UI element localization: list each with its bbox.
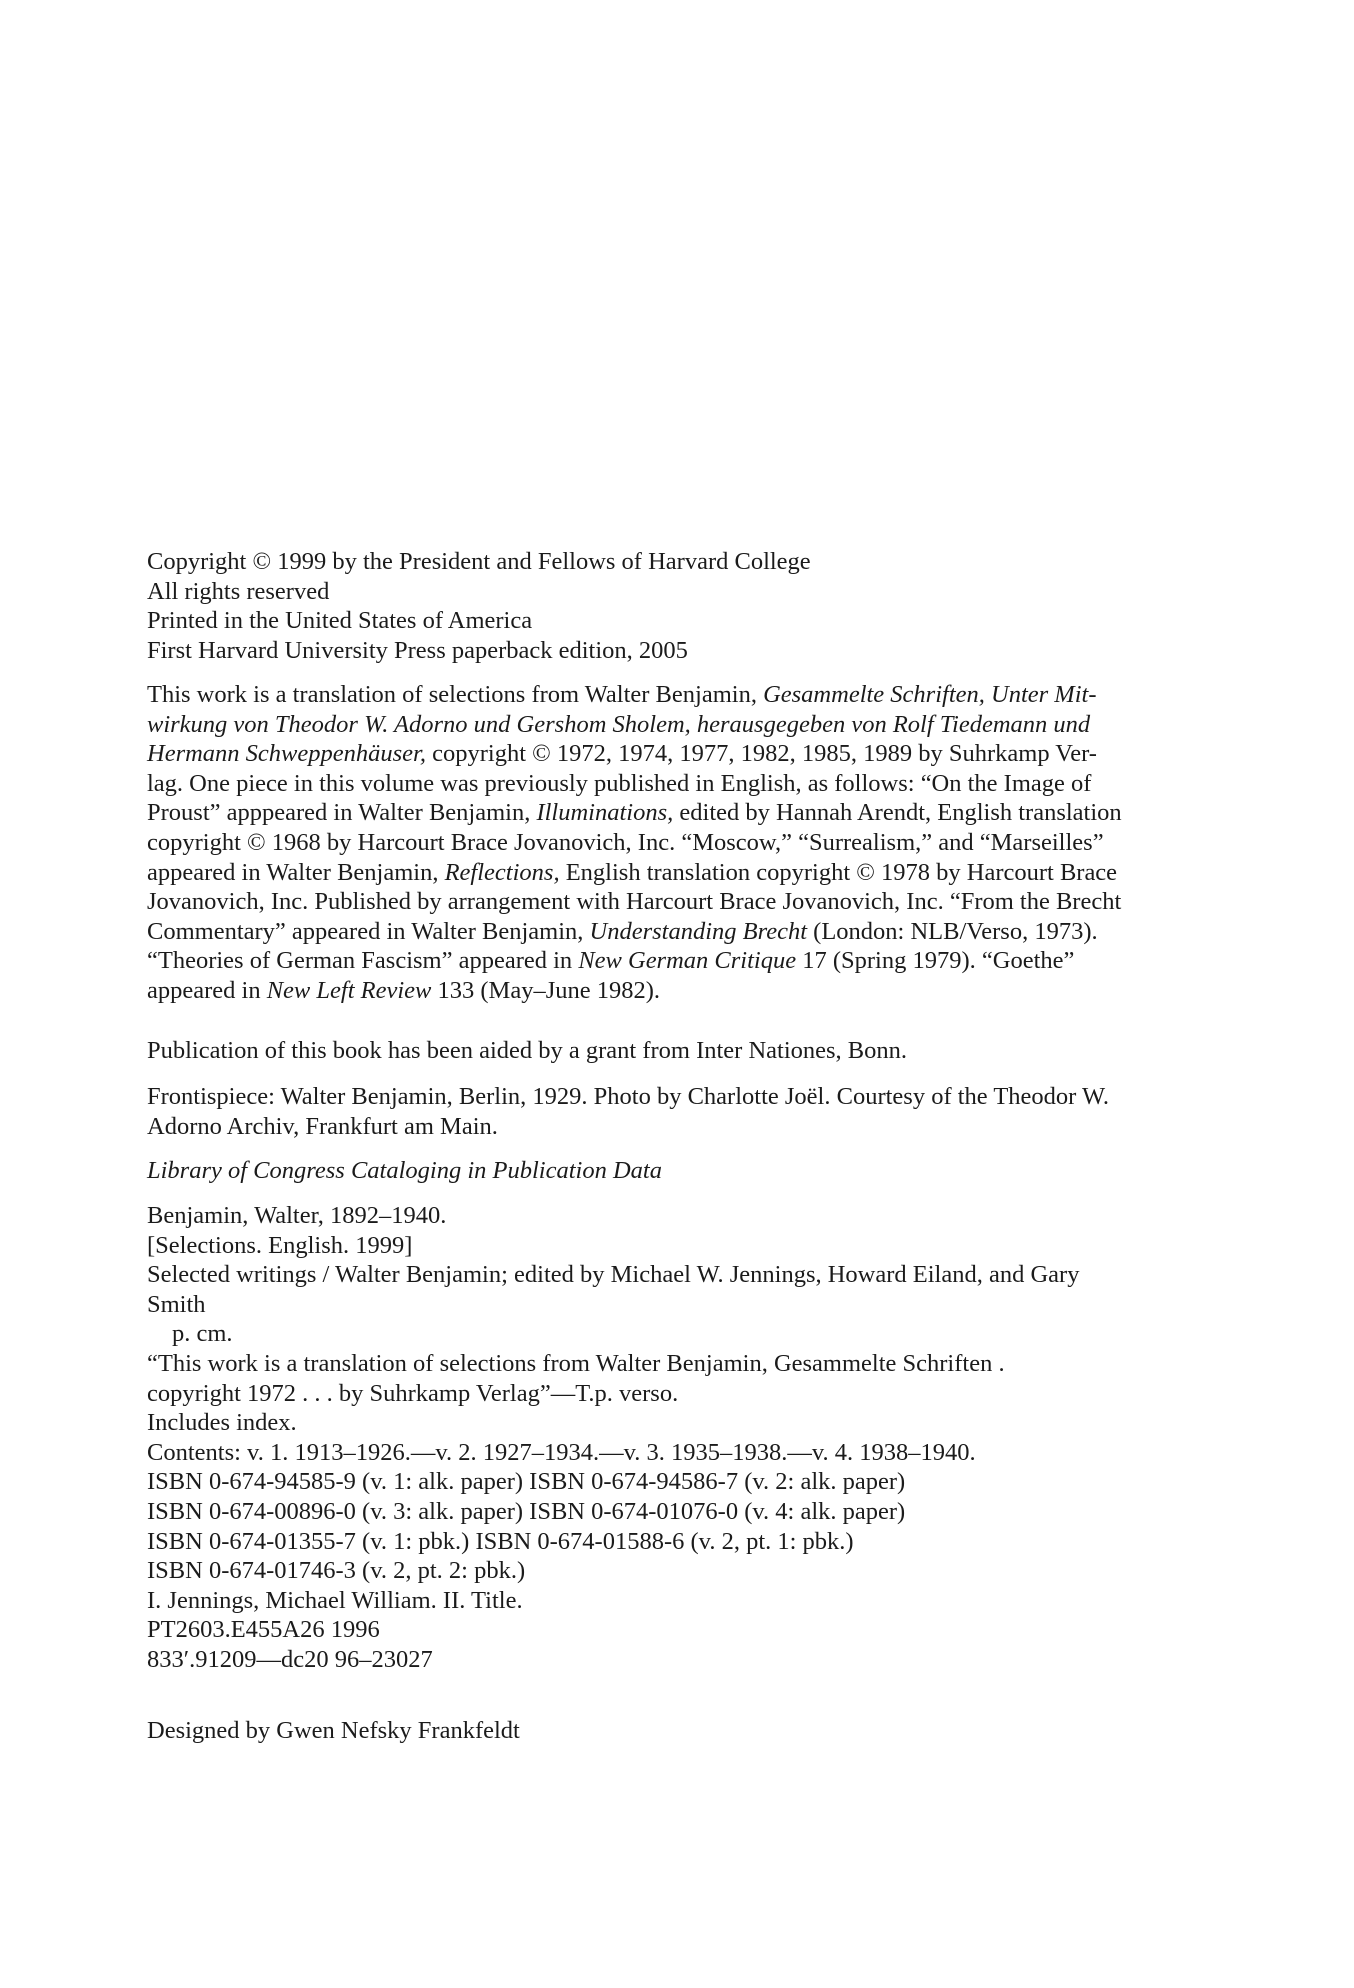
frontispiece-line-1: Frontispiece: Walter Benjamin, Berlin, 1929. Photo by Charlotte Joël. Courtesy of the Theodor W. <box>147 1083 1110 1110</box>
book-title: Understanding Brecht <box>589 917 808 945</box>
cip-line: ISBN 0-674-94585-9 (v. 1: alk. paper) ISBN 0-674-94586-7 (v. 2: alk. paper) <box>147 1468 906 1496</box>
cip-line: [Selections. English. 1999] <box>147 1231 413 1259</box>
translation-text: 17 (Spring 1979). “Goethe” <box>796 947 1075 975</box>
translation-text: English translation copyright © 1978 by Harcourt Brace <box>559 858 1118 886</box>
cip-line: “This work is a translation of selections from Walter Benjamin, Gesammelte Schriften . <box>147 1349 1005 1377</box>
translation-line-5 <box>147 798 1163 828</box>
frontispiece-note <box>147 1082 1167 1141</box>
translation-text: (London: NLB/Verso, 1973). <box>807 917 1098 945</box>
translation-line-4: lag. One piece in this volume was previously published in English, as follows: “On the Image of <box>147 769 1092 797</box>
cip-heading <box>147 1156 1167 1186</box>
translation-text: 133 (May–June 1982). <box>431 976 661 1004</box>
translation-line-10 <box>147 946 1163 976</box>
translation-line-9 <box>147 917 1163 947</box>
translation-text: Proust” apppeared in Walter Benjamin, <box>147 799 537 827</box>
translation-line-11 <box>147 976 1163 1006</box>
translation-text: appeared in <box>147 976 267 1004</box>
cip-line: ISBN 0-674-00896-0 (v. 3: alk. paper) ISBN 0-674-01076-0 (v. 4: alk. paper) <box>147 1497 906 1525</box>
translation-text: “Theories of German Fascism” appeared in <box>147 947 579 975</box>
cip-line: p. cm. <box>172 1320 233 1348</box>
cip-line: ISBN 0-674-01746-3 (v. 2, pt. 2: pbk.) <box>147 1557 526 1585</box>
cip-line: ISBN 0-674-01355-7 (v. 1: pbk.) ISBN 0-674-01588-6 (v. 2, pt. 1: pbk.) <box>147 1527 854 1555</box>
cip-line: PT2603.E455A26 1996 <box>147 1616 380 1644</box>
grant-line: Publication of this book has been aided by a grant from Inter Nationes, Bonn. <box>147 1037 908 1064</box>
translation-line-2 <box>147 710 1163 740</box>
frontispiece-line-2: Adorno Archiv, Frankfurt am Main. <box>147 1112 498 1140</box>
journal-title: New German Critique <box>578 947 797 975</box>
cip-line: Selected writings / Walter Benjamin; edited by Michael W. Jennings, Howard Eiland, and Gary <box>147 1261 1080 1289</box>
book-title: Reflections, <box>444 858 560 886</box>
cip-line: 833′.91209—dc20 96–23027 <box>147 1645 433 1673</box>
cip-line: Contents: v. 1. 1913–1926.—v. 2. 1927–1934.—v. 3. 1935–1938.—v. 4. 1938–1940. <box>147 1438 976 1466</box>
translation-text: copyright © 1972, 1974, 1977, 1982, 1985, 1989 by Suhrkamp Ver- <box>426 740 1097 768</box>
translation-line-7 <box>147 858 1163 888</box>
cip-line: Benjamin, Walter, 1892–1940. <box>147 1202 447 1229</box>
cip-heading-text: Library of Congress Cataloging in Publication Data <box>147 1157 662 1184</box>
grant-note <box>147 1036 1167 1066</box>
cip-line: Includes index. <box>147 1409 297 1437</box>
translation-text: appeared in Walter Benjamin, <box>147 858 445 886</box>
translation-text: This work is a translation of selections from Walter Benjamin, <box>147 681 764 708</box>
cip-line: I. Jennings, Michael William. II. Title. <box>147 1586 523 1614</box>
translation-line-8: Jovanovich, Inc. Published by arrangement with Harcourt Brace Jovanovich, Inc. “From the Brecht <box>147 888 1122 916</box>
translation-text: edited by Hannah Arendt, English translation <box>673 799 1122 827</box>
cip-line: copyright 1972 . . . by Suhrkamp Verlag”—T.p. verso. <box>147 1379 679 1407</box>
copyright-line: Copyright © 1999 by the President and Fellows of Harvard College <box>147 548 811 575</box>
journal-title: New Left Review <box>266 976 432 1004</box>
source-title: wirkung von Theodor W. Adorno und Gershom Sholem, herausgegeben von Rolf Tiedemann und <box>147 710 1091 738</box>
printed-line: Printed in the United States of America <box>147 607 533 635</box>
edition-line: First Harvard University Press paperback edition, 2005 <box>147 636 688 664</box>
translation-note <box>147 680 1163 1006</box>
translation-line-6: copyright © 1968 by Harcourt Brace Jovanovich, Inc. “Moscow,” “Surrealism,” and “Marseilles” <box>147 828 1104 856</box>
translation-text: Commentary” appeared in Walter Benjamin, <box>147 917 590 945</box>
source-title: Hermann Schweppenhäuser, <box>147 740 426 768</box>
book-title: Illuminations, <box>536 799 674 827</box>
designer-credit <box>147 1716 1167 1746</box>
translation-line-3 <box>147 739 1163 769</box>
translation-line-1 <box>147 680 1163 710</box>
copyright-block <box>147 547 1167 665</box>
cip-data <box>147 1201 1167 1675</box>
source-title: Gesammelte Schriften, Unter Mit- <box>763 681 1097 708</box>
cip-line: Smith <box>147 1290 206 1318</box>
designer-line: Designed by Gwen Nefsky Frankfeldt <box>147 1717 520 1744</box>
rights-line: All rights reserved <box>147 577 330 605</box>
